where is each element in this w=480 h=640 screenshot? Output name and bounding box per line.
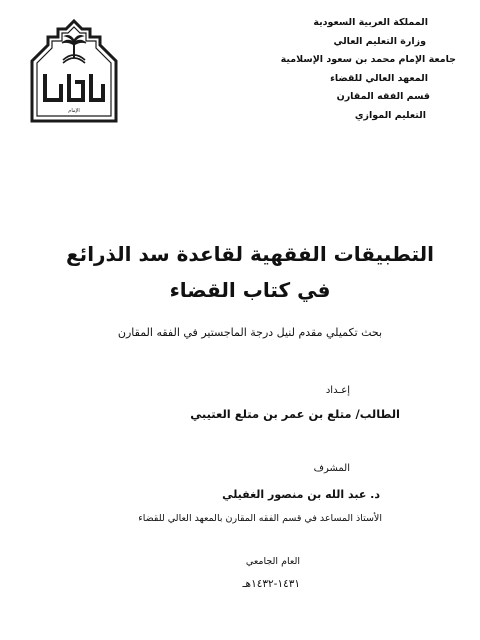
supervisor-label: المشرف [313,463,350,474]
student-name: الطالب/ متلع بن عمر بن متلع العتيبي [190,407,400,421]
academic-year-value: ١٤٣١-١٤٣٢هـ [242,578,300,590]
university-logo [27,18,121,124]
supervisor-name: د. عبد الله بن منصور الغفيلي [222,488,380,501]
title-line-1: التطبيقات الفقهية لقاعدة سد الذرائع [66,242,434,266]
header-line-department: قسم الفقه المقارن [336,91,430,102]
logo-caption: الإمام [68,108,80,114]
header-line-institute: المعهد العالي للقضاء [330,72,428,84]
header-line-program: التعليم الموازي [354,109,426,121]
thesis-title [40,236,460,308]
thesis-subtitle: بحث تكميلي مقدم لنيل درجة الماجستير في الفقه المقارن [117,326,383,339]
header-line-country: المملكة العربية السعودية [313,17,428,28]
academic-year-label: العام الجامعي [245,556,300,567]
institution-header [266,14,456,125]
title-line-2: في كتاب القضاء [169,278,331,302]
preparation-label: إعـداد [325,385,350,396]
header-line-ministry: وزارة التعليم العالي [333,35,426,47]
header-line-university: جامعة الإمام محمد بن سعود الإسلامية [280,54,456,65]
supervisor-title: الأستاذ المساعد في قسم الفقه المقارن بالمعهد العالي للقضاء [138,513,382,524]
